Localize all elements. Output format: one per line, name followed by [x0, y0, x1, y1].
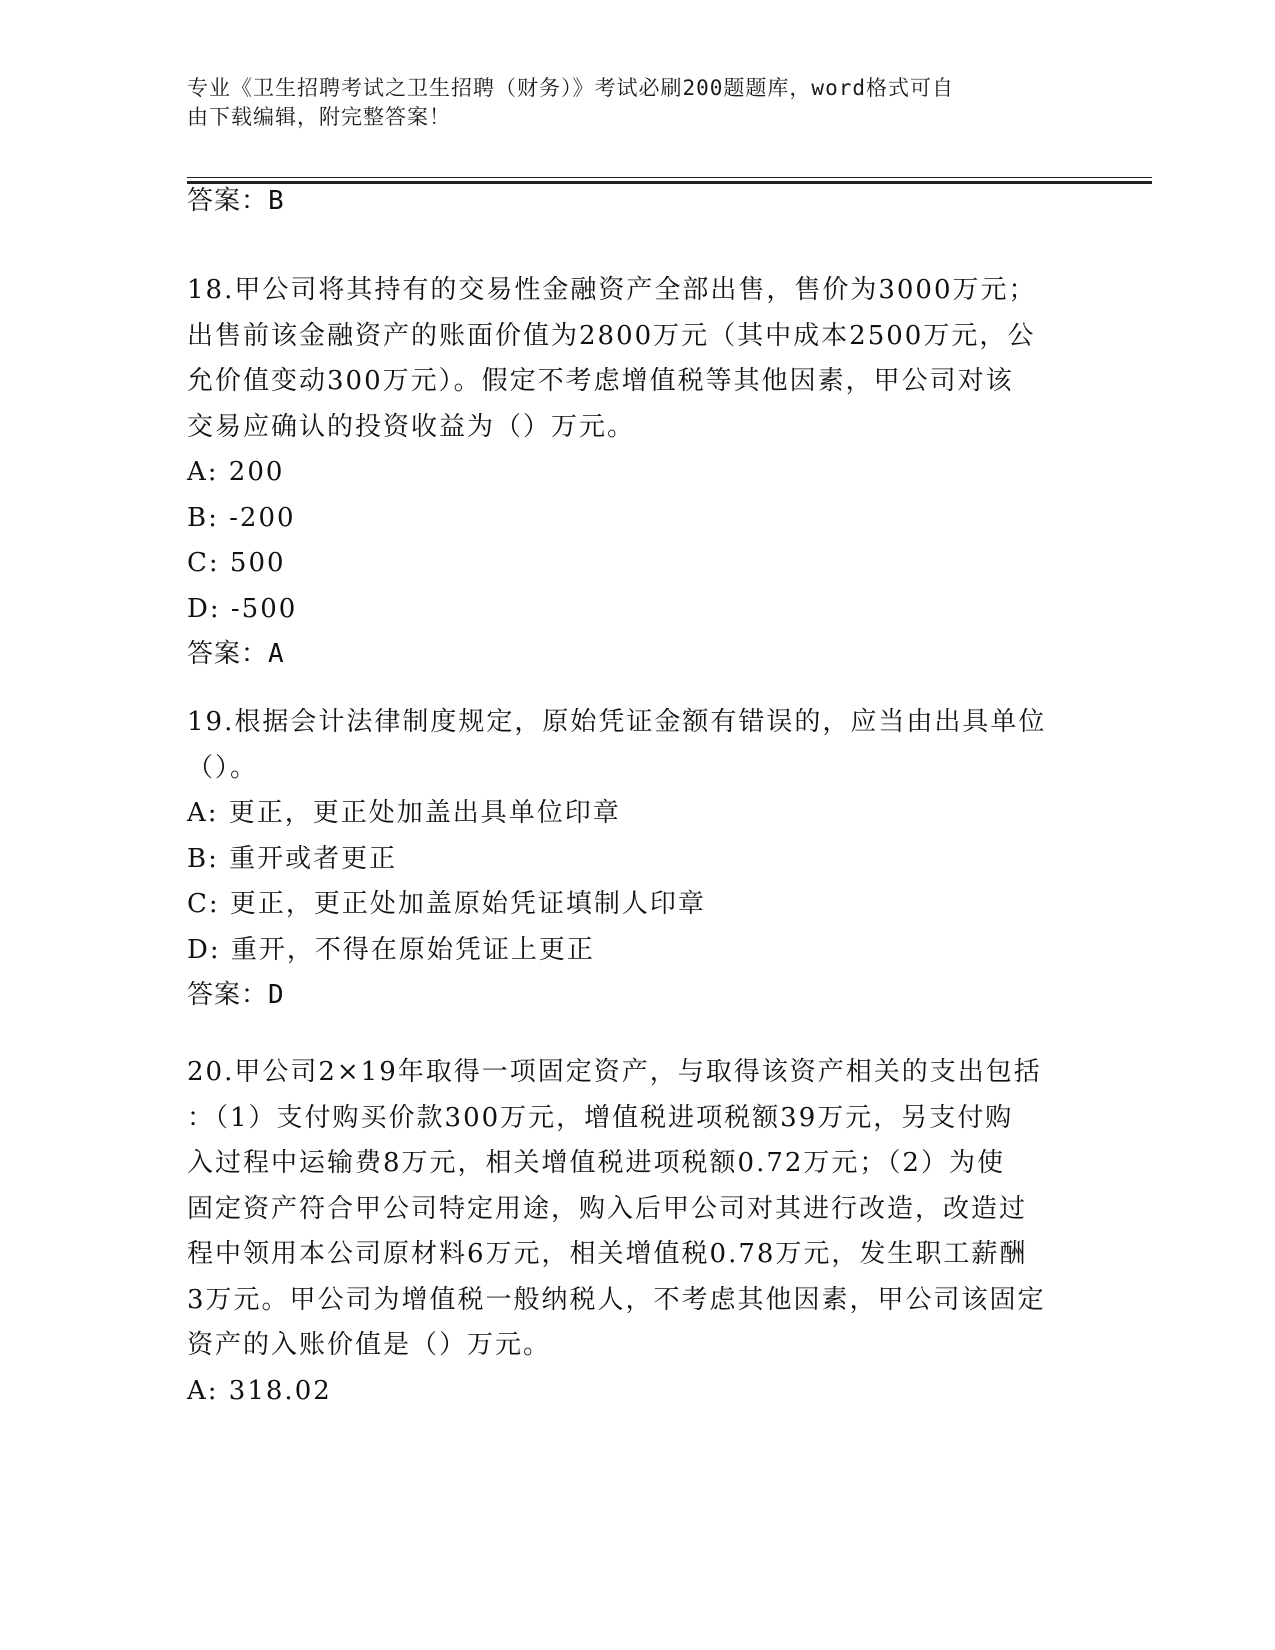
question-line: 固定资产符合甲公司特定用途，购入后甲公司对其进行改造，改造过	[187, 1193, 1028, 1224]
options-list	[187, 450, 1087, 632]
answer-previous: 答案：B	[187, 186, 285, 216]
question-line: 19.根据会计法律制度规定，原始凭证金额有错误的，应当由出具单位	[187, 707, 1047, 737]
option-a: A: 更正，更正处加盖出具单位印章	[187, 798, 621, 828]
option-d: D: -500	[187, 593, 298, 624]
question-20	[187, 1050, 1087, 1414]
header-divider-thin	[187, 177, 1152, 178]
option-b: B: -200	[187, 502, 296, 533]
question-18	[187, 268, 1087, 676]
header-line-2: 由下载编辑，附完整答案！	[187, 105, 451, 129]
question-line: 交易应确认的投资收益为（）万元。	[187, 411, 636, 442]
answer: 答案：D	[187, 980, 285, 1010]
options-list	[187, 791, 1087, 973]
option-a: A: 318.02	[187, 1375, 332, 1406]
question-line: 程中领用本公司原材料6万元，相关增值税0.78万元，发生职工薪酬	[187, 1239, 1028, 1269]
question-19	[187, 700, 1087, 1017]
header-line-1: 专业《卫生招聘考试之卫生招聘（财务）》考试必刷200题题库，word格式可自	[187, 76, 954, 100]
options-list	[187, 1369, 1087, 1415]
question-line: （）。	[187, 752, 259, 783]
question-text	[187, 1050, 1087, 1369]
option-d: D: 重开，不得在原始凭证上更正	[187, 934, 595, 965]
question-line: 18.甲公司将其持有的交易性金融资产全部出售，售价为3000万元；	[187, 275, 1037, 305]
document-header	[187, 74, 1067, 132]
option-b: B: 重开或者更正	[187, 843, 398, 874]
option-c: C: 500	[187, 548, 286, 578]
question-line: 允价值变动300万元）。假定不考虑增值税等其他因素，甲公司对该	[187, 366, 1014, 396]
answer: 答案：A	[187, 639, 285, 669]
question-text	[187, 700, 1087, 791]
question-line: ：（1）支付购买价款300万元，增值税进项税额39万元，另支付购	[187, 1102, 1014, 1133]
question-line: 资产的入账价值是（）万元。	[187, 1330, 552, 1360]
option-c: C: 更正，更正处加盖原始凭证填制人印章	[187, 889, 706, 919]
question-line: 出售前该金融资产的账面价值为2800万元（其中成本2500万元，公	[187, 320, 1036, 351]
option-a: A: 200	[187, 457, 285, 487]
question-text	[187, 268, 1087, 450]
question-line: 入过程中运输费8万元，相关增值税进项税额0.72万元；（2）为使	[187, 1148, 1005, 1178]
question-line: 3万元。甲公司为增值税一般纳税人，不考虑其他因素，甲公司该固定	[187, 1284, 1046, 1315]
question-line: 20.甲公司2×19年取得一项固定资产，与取得该资产相关的支出包括	[187, 1057, 1042, 1087]
